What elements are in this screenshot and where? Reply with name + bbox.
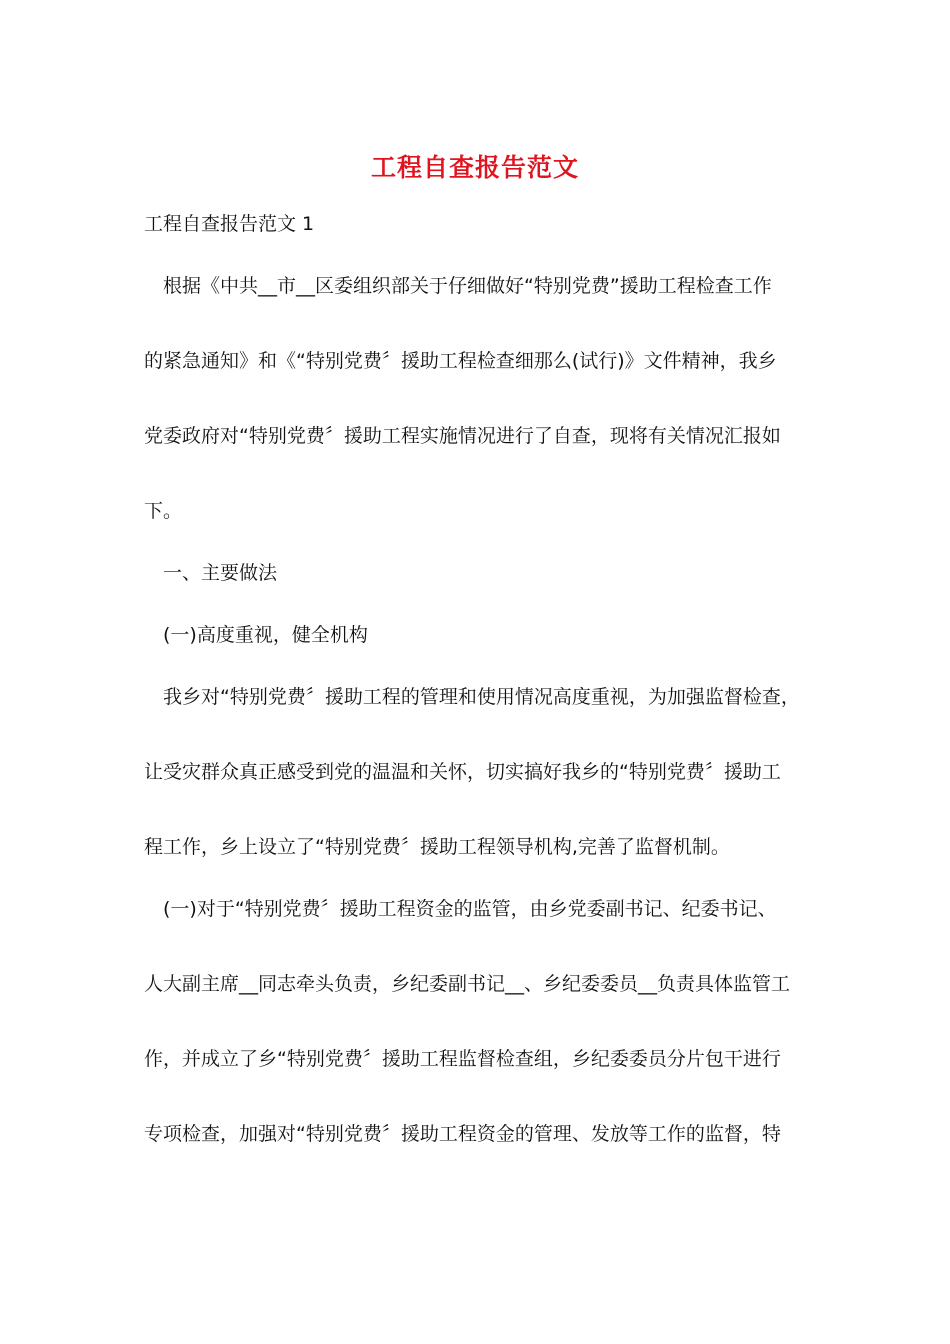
paragraph-line: 作，并成立了乡“特别党费〞援助工程监督检查组，乡纪委委员分片包干进行	[144, 1048, 781, 1070]
paragraph-line: 的紧急通知》和《“特别党费〞援助工程检查细那么(试行)》文件精神，我乡	[144, 350, 777, 372]
document-subtitle: 工程自查报告范文 1	[144, 213, 315, 235]
subsection-heading: (一)高度重视，健全机构	[163, 624, 368, 646]
paragraph-line: 让受灾群众真正感受到党的温温和关怀，切实搞好我乡的“特别党费〞援助工	[144, 761, 781, 783]
paragraph-line: 根据《中共__市__区委组织部关于仔细做好“特别党费”援助工程检查工作	[163, 275, 772, 297]
paragraph-line: 我乡对“特别党费〞援助工程的管理和使用情况高度重视，为加强监督检查，	[163, 686, 800, 708]
paragraph-line: 专项检查，加强对“特别党费〞援助工程资金的管理、发放等工作的监督，特	[144, 1123, 781, 1145]
paragraph-line: (一)对于“特别党费〞援助工程资金的监管，由乡党委副书记、纪委书记、	[163, 898, 777, 920]
paragraph-line: 党委政府对“特别党费〞援助工程实施情况进行了自查，现将有关情况汇报如	[144, 425, 781, 447]
paragraph-line: 人大副主席__同志牵头负责，乡纪委副书记__、乡纪委委员__负责具体监管工	[144, 973, 791, 995]
paragraph-line: 下。	[144, 500, 183, 522]
document-title: 工程自查报告范文	[370, 153, 579, 182]
paragraph-line: 程工作，乡上设立了“特别党费〞援助工程领导机构,完善了监督机制。	[144, 836, 730, 858]
section-heading: 一、主要做法	[163, 562, 278, 584]
